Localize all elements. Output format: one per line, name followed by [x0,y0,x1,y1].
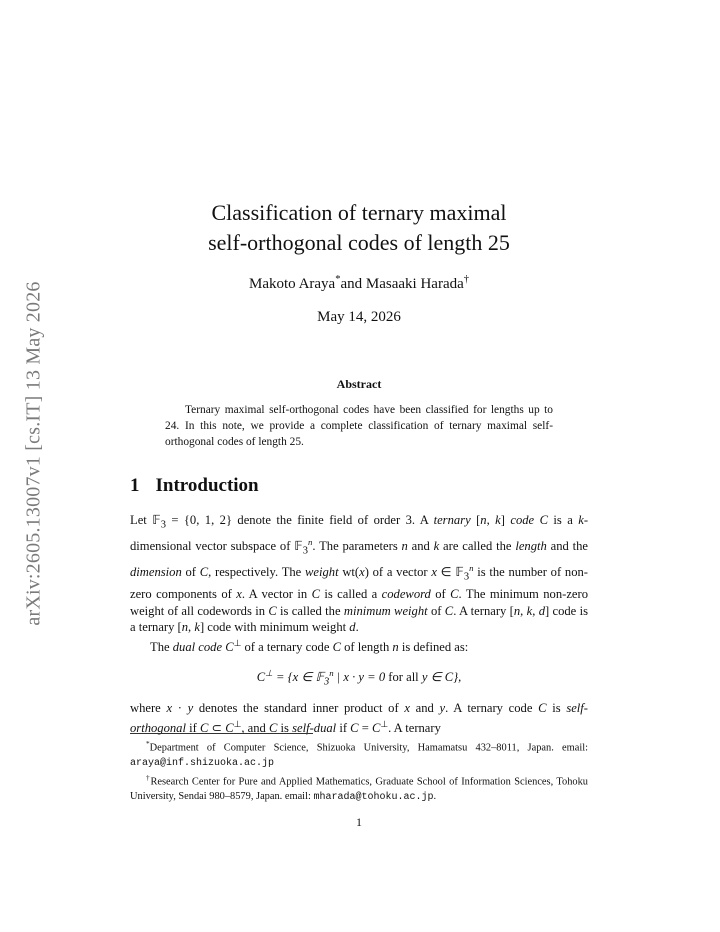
footnote-text: Department of Computer Science, Shizuoka University, Hamamatsu 432–8011, Japan. email: [149,742,588,754]
introduction-body [130,512,588,737]
arxiv-sidebar-stamp [19,263,49,643]
section-heading [130,475,259,497]
page-number: 1 [356,815,362,829]
footnote-1 [130,737,588,771]
footnote-mark[interactable]: * [335,274,341,285]
section-title: Introduction [155,475,259,496]
footnote-mark: * [146,740,150,748]
author-name: Masaaki Harada [365,276,464,292]
display-equation: C⊥ = {x ∈ 𝔽$_3^n$ | x · y = 0 for all y ∈ C}, [256,667,462,688]
footnote-rule [130,733,313,734]
footnotes [130,737,588,806]
abstract-text: Ternary maximal self-orthogonal codes have been classified for lengths up to 24. In this note, we provide a complete classification of ternary maximal self-orthogonal codes of length 25. [165,404,553,448]
footnote-2 [130,771,588,805]
footnote-text: Research Center for Pure and Applied Mathematics, Graduate School of Information Sciences, Tohoku University, Sendai 980–8579, Japan. email: [130,776,588,803]
paper-date: May 14, 2026 [317,309,401,325]
footnote-mark: † [146,774,151,783]
title-line-1: Classification of ternary maximal [211,200,507,225]
email-link[interactable]: araya@inf.shizuoka.ac.jp [130,757,275,769]
arxiv-identifier[interactable]: arXiv:2605.13007v1 [cs.IT] 13 May 2026 [22,280,45,626]
body-paragraph: Let 𝔽$_3$ = {0, 1, 2} denote the finite field of order 3. A ternary [n, k] code C is a k-dimensional vector subspace of 𝔽$_3^n$. The parameters n and k are called the length and the dimension of C, respectively. The weight wt(x) of a vector x ∈ 𝔽$_3^n$ is the number of non-zero components of x. A vector in C is called a codeword of C. The minimum non-zero weight of all codewords in C is called the minimum weight of C. A ternary [n, k, d] code is a ternary [n, k] code with minimum weight d. [130,513,589,634]
footnote-mark[interactable]: † [463,274,470,285]
paper-title [130,198,588,258]
author-name: Makoto Araya [248,276,336,292]
title-line-2: self-orthogonal codes of length 25 [208,230,510,255]
section-number: 1 [130,475,140,496]
body-paragraph: The dual code C⊥ of a ternary code C of length n is defined as: [150,638,469,655]
footnote-end: . [433,791,437,803]
body-paragraph: where x · y denotes the standard inner product of x and y. A ternary code C is self-orthogonal if C ⊂ C⊥, and C is self-dual if C = C⊥. A ternary [130,701,588,736]
author-list [130,274,588,293]
abstract-heading: Abstract [336,377,382,391]
author-separator: and [340,276,366,292]
email-link[interactable]: mharada@tohoku.ac.jp [313,792,434,804]
